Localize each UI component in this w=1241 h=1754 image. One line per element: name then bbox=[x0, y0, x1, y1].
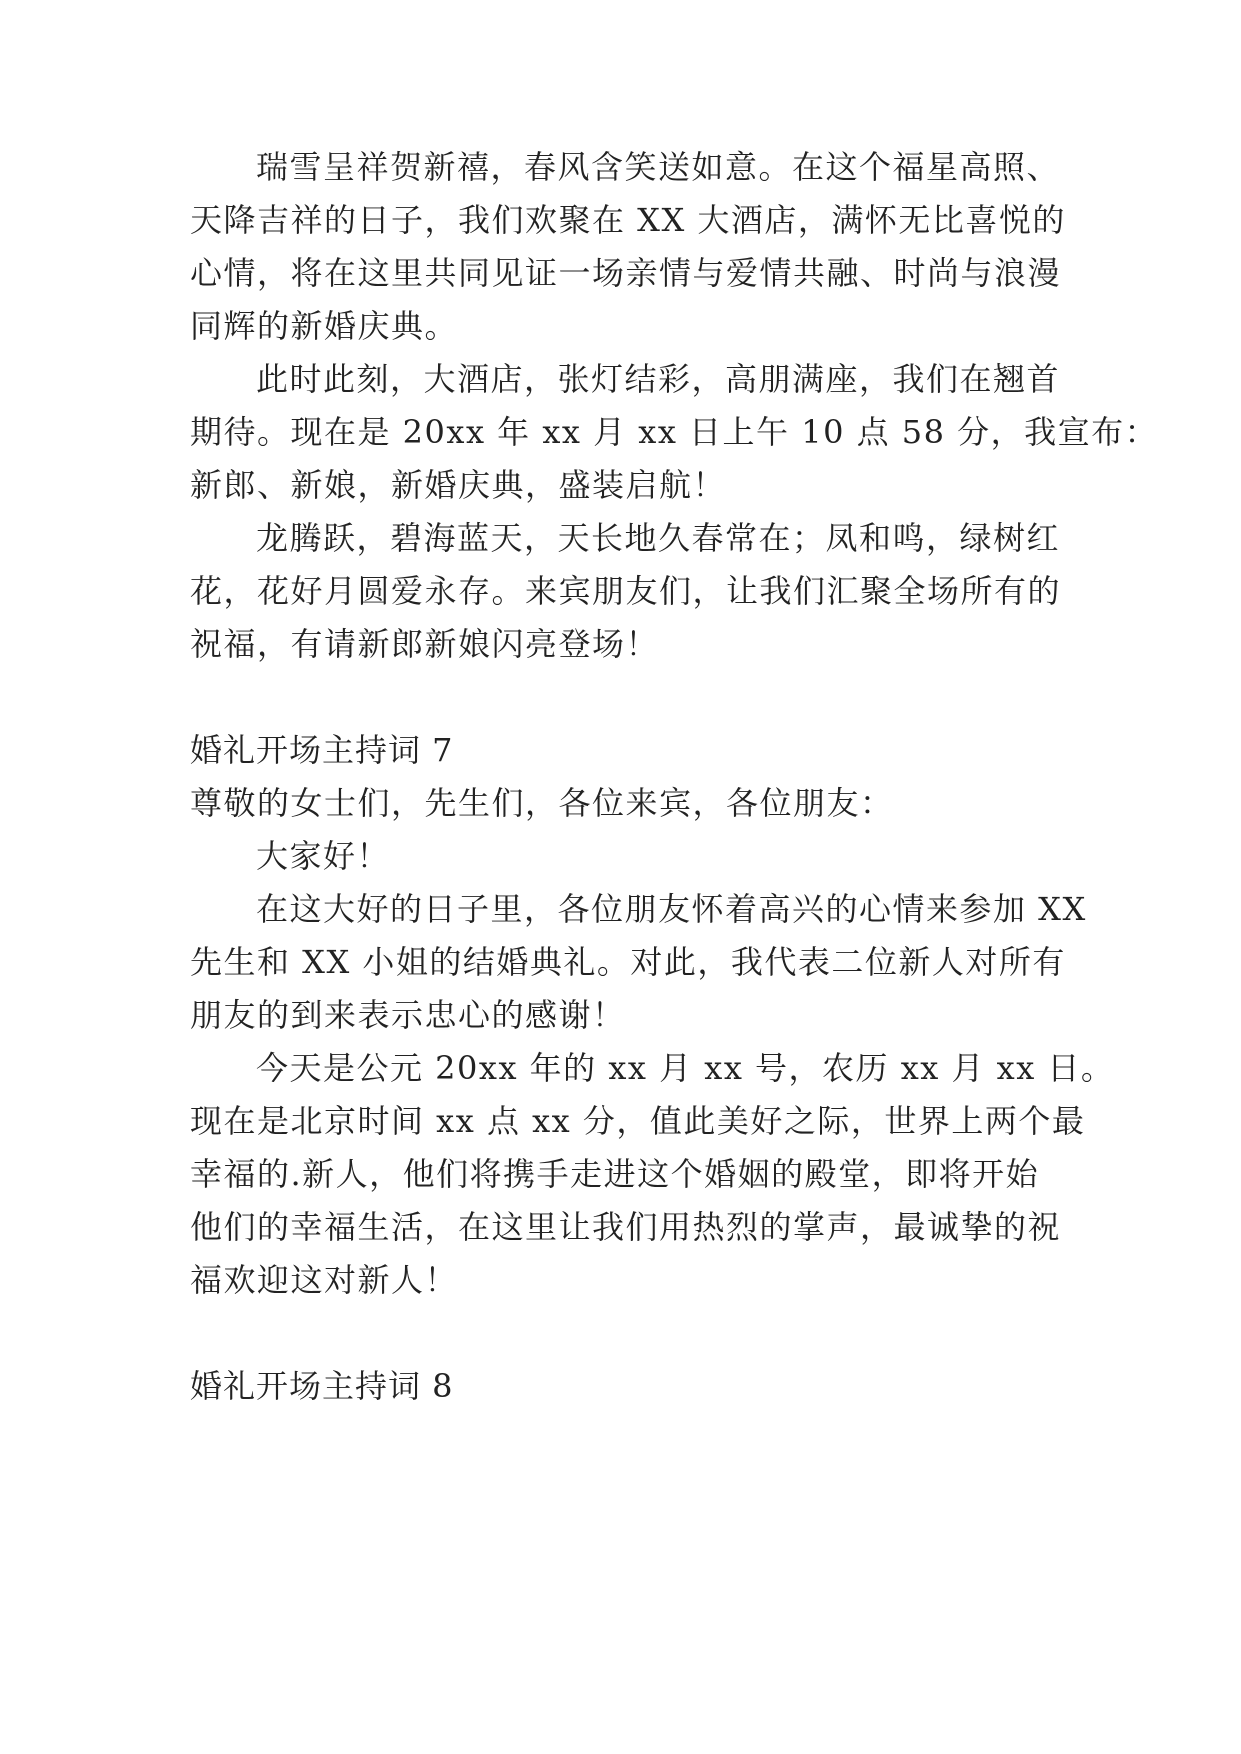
paragraph-5-line-3: 幸福的.新人，他们将携手走进这个婚姻的殿堂，即将开始 bbox=[190, 1155, 1040, 1193]
greeting: 大家好！ bbox=[256, 837, 391, 875]
paragraph-3-line-1: 龙腾跃，碧海蓝天，天长地久春常在；凤和鸣，绿树红 bbox=[256, 519, 1061, 557]
paragraph-4-line-1: 在这大好的日子里，各位朋友怀着高兴的心情来参加 XX bbox=[256, 890, 1087, 928]
paragraph-4-line-3: 朋友的到来表示忠心的感谢！ bbox=[190, 996, 626, 1034]
section-heading-7: 婚礼开场主持词 7 bbox=[190, 731, 454, 769]
salutation: 尊敬的女士们，先生们，各位来宾，各位朋友： bbox=[190, 784, 894, 822]
paragraph-4-line-2: 先生和 XX 小姐的结婚典礼。对此，我代表二位新人对所有 bbox=[190, 943, 1066, 981]
paragraph-1-line-3: 心情，将在这里共同见证一场亲情与爱情共融、时尚与浪漫 bbox=[190, 254, 1062, 292]
paragraph-1-line-4: 同辉的新婚庆典。 bbox=[190, 307, 459, 345]
paragraph-2-line-1: 此时此刻，大酒店，张灯结彩，高朋满座，我们在翘首 bbox=[256, 360, 1061, 398]
paragraph-2-line-3: 新郎、新娘，新婚庆典，盛装启航！ bbox=[190, 466, 727, 504]
paragraph-3-line-2: 花，花好月圆爱永存。来宾朋友们，让我们汇聚全场所有的 bbox=[190, 572, 1062, 610]
paragraph-5-line-2: 现在是北京时间 xx 点 xx 分，值此美好之际，世界上两个最 bbox=[190, 1102, 1086, 1140]
paragraph-5-line-5: 福欢迎这对新人！ bbox=[190, 1261, 459, 1299]
paragraph-5-line-4: 他们的幸福生活，在这里让我们用热烈的掌声，最诚挚的祝 bbox=[190, 1208, 1062, 1246]
paragraph-3-line-3: 祝福，有请新郎新娘闪亮登场！ bbox=[190, 625, 660, 663]
paragraph-1-line-2: 天降吉祥的日子，我们欢聚在 XX 大酒店，满怀无比喜悦的 bbox=[190, 201, 1066, 239]
paragraph-5-line-1: 今天是公元 20xx 年的 xx 月 xx 号，农历 xx 月 xx 日。 bbox=[256, 1049, 1115, 1087]
paragraph-2-line-2: 期待。现在是 20xx 年 xx 月 xx 日上午 10 点 58 分，我宣布： bbox=[190, 413, 1159, 451]
section-heading-8: 婚礼开场主持词 8 bbox=[190, 1367, 454, 1405]
paragraph-1-line-1: 瑞雪呈祥贺新禧，春风含笑送如意。在这个福星高照、 bbox=[256, 148, 1061, 186]
